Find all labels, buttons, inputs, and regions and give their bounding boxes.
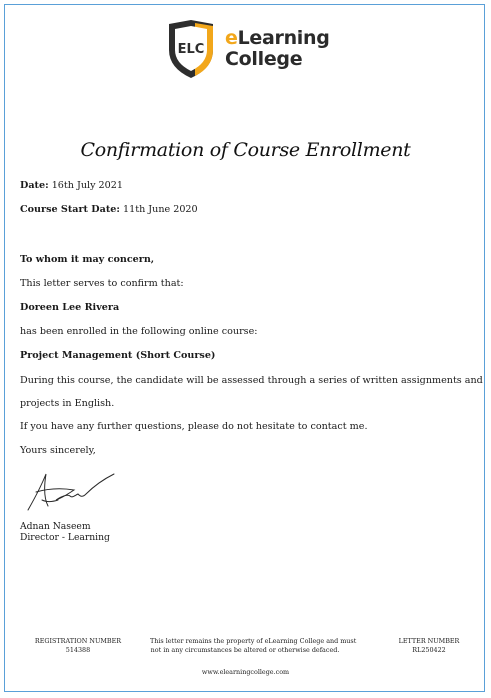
registration-block xyxy=(28,637,128,655)
closing-text: Yours sincerely, xyxy=(20,445,96,456)
registration-number: 514388 xyxy=(65,646,91,654)
letter-number: RL250422 xyxy=(412,646,446,654)
start-date-line xyxy=(20,203,198,216)
logo-wordmark-line1 xyxy=(225,27,330,49)
start-date-value: 11th June 2020 xyxy=(123,204,198,215)
page-border xyxy=(4,4,485,692)
assessment-text-line1: During this course, the candidate will be assessed through a series of written assignments and xyxy=(20,375,483,386)
notice-block xyxy=(150,637,357,655)
logo-wordmark-rest: Learning xyxy=(237,27,330,49)
date-value: 16th July 2021 xyxy=(51,180,123,191)
signature-image xyxy=(22,466,118,516)
start-date-label: Course Start Date: xyxy=(20,204,120,215)
notice-line1: This letter remains the property of eLearning College and must xyxy=(150,637,357,645)
signatory-name: Adnan Naseem xyxy=(20,521,91,532)
notice-line2: not in any circumstances be altered or otherwise defaced. xyxy=(150,646,340,654)
contact-text: If you have any further questions, please do not hesitate to contact me. xyxy=(20,421,368,432)
intro-text: This letter serves to confirm that: xyxy=(20,278,184,289)
logo-badge: ELC xyxy=(177,42,205,57)
date-line xyxy=(20,179,123,192)
college-logo xyxy=(165,20,330,80)
logo-wordmark-line2: College xyxy=(225,48,303,70)
registration-label: REGISTRATION NUMBER xyxy=(34,637,122,645)
date-label: Date: xyxy=(20,180,49,191)
course-name: Project Management (Short Course) xyxy=(20,350,216,361)
greeting: To whom it may concern, xyxy=(20,254,155,265)
website-url: www.elearningcollege.com xyxy=(201,668,290,676)
enrolled-text: has been enrolled in the following online course: xyxy=(20,326,258,337)
letter-number-block xyxy=(386,637,472,655)
signatory-role: Director - Learning xyxy=(20,532,110,543)
letter-number-label: LETTER NUMBER xyxy=(398,637,460,645)
logo-accent-letter: e xyxy=(225,27,238,49)
shield-icon xyxy=(165,20,217,78)
student-name: Doreen Lee Rivera xyxy=(20,302,120,313)
document-title: Confirmation of Course Enrollment xyxy=(80,139,411,161)
assessment-text-line2: projects in English. xyxy=(20,398,115,409)
